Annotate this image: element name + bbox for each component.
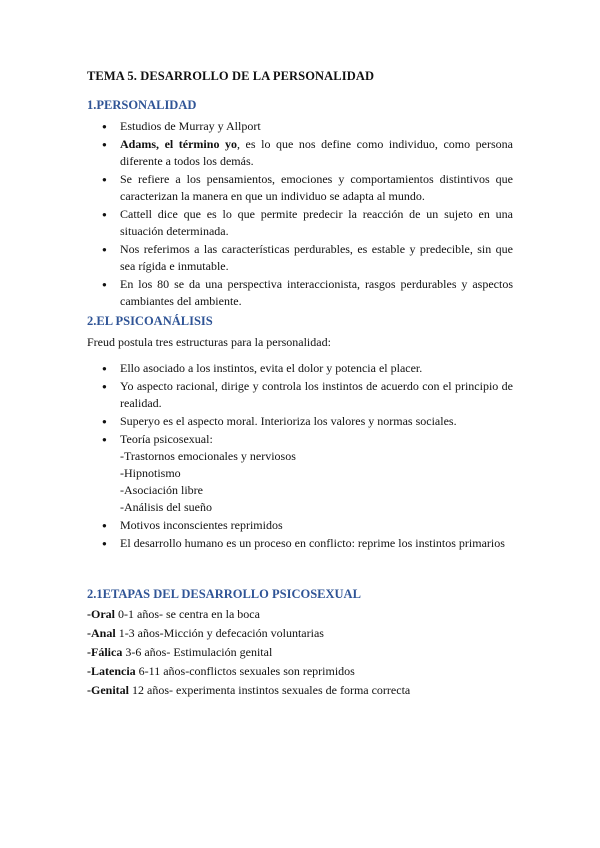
list-item: ● Cattell dice que es lo que permite predecir la reacción de un sujeto en una situación determinada. — [87, 206, 513, 240]
list-item: ● Ello asociado a los instintos, evita el dolor y potencia el placer. — [87, 360, 513, 377]
section-intro: Freud postula tres estructuras para la personalidad: — [87, 335, 331, 349]
section-heading-etapas: 2.1ETAPAS DEL DESARROLLO PSICOSEXUAL — [87, 587, 361, 601]
stage-line: -Anal 1-3 años-Micción y defecación voluntarias — [87, 626, 324, 640]
list-item-label: ● Teoría psicosexual: — [120, 432, 213, 446]
stage-line: -Latencia 6-11 años-conflictos sexuales son reprimidos — [87, 664, 355, 678]
list-item: ● Superyo es el aspecto moral. Interioriza los valores y normas sociales. — [87, 413, 513, 430]
section-heading-psicoanalisis: 2.EL PSICOANÁLISIS — [87, 314, 213, 328]
list-item: ● Yo aspecto racional, dirige y controla los instintos de acuerdo con el principio de realidad. — [87, 378, 513, 412]
list-item: ● El desarrollo humano es un proceso en conflicto: reprime los instintos primarios — [87, 535, 513, 552]
stage-line: -Fálica 3-6 años- Estimulación genital — [87, 645, 273, 659]
list-item: ● Motivos inconscientes reprimidos — [87, 517, 513, 534]
list-item: ● Adams, el término yo, es lo que nos define como individuo, como persona diferente a todos los demás. — [87, 136, 513, 170]
list-item: ● En los 80 se da una perspectiva interaccionista, rasgos perdurables y aspectos cambiantes del ambiente. — [87, 276, 513, 310]
sub-item: -Trastornos emocionales y nerviosos — [120, 449, 296, 463]
list-item: ● Se refiere a los pensamientos, emociones y comportamientos distintivos que caracterizan la manera en que un individuo se adapta al mundo. — [87, 171, 513, 205]
section-heading-personalidad: 1.PERSONALIDAD — [87, 98, 197, 112]
personalidad-list — [87, 118, 513, 311]
sub-item: -Asociación libre — [120, 483, 203, 497]
sub-item: -Análisis del sueño — [120, 500, 212, 514]
stage-line: -Oral 0-1 años- se centra en la boca — [87, 607, 260, 621]
psicoanalisis-list — [87, 360, 513, 553]
document-title: TEMA 5. DESARROLLO DE LA PERSONALIDAD — [87, 69, 375, 83]
list-item: ● Nos referimos a las características perdurables, es estable y predecible, sin que sea rígida e inmutable. — [87, 241, 513, 275]
list-item — [87, 431, 513, 516]
list-item: ● Estudios de Murray y Allport — [87, 118, 513, 135]
sub-item: -Hipnotismo — [120, 466, 181, 480]
stage-line: -Genital 12 años- experimenta instintos sexuales de forma correcta — [87, 683, 411, 697]
